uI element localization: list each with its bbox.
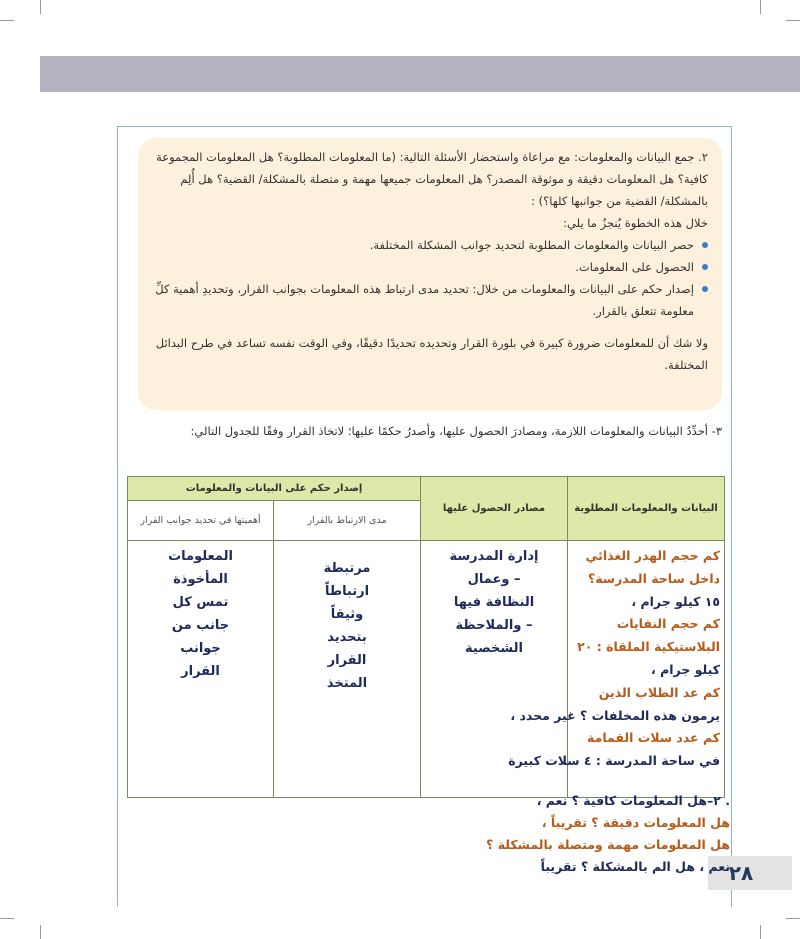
answer-line: في ساحة المدرسة : ٤ سلات كبيرة — [508, 753, 721, 769]
answer-line: المأخوذة — [173, 572, 228, 587]
answer-line: كم حجم الهدر الغذائي — [585, 548, 721, 563]
answer-line: كم عدد سلات القمامة — [587, 730, 721, 746]
header-relevance: مدى الارتباط بالقرار — [274, 501, 421, 541]
answer-line: القرار — [327, 653, 367, 668]
answer-line: المعلومات — [168, 549, 233, 564]
crop-mark — [0, 918, 14, 919]
answer-line: – وعمال — [467, 572, 521, 587]
answer-line: وثيقاً — [330, 607, 364, 622]
answer-line: – والملاحظة — [455, 618, 533, 633]
decision-table — [127, 476, 725, 798]
answer-line: المتخذ — [326, 676, 368, 691]
step-3-instruction: ٣- أحدِّدُ البيانات والمعلومات اللازمة، ومصادرَ الحصول عليها، وأصدرُ حكمًا عليها؛ لاتخاذ القرار وفقًا للجدول التالي: — [190, 424, 722, 438]
cell-relevance — [274, 541, 421, 798]
answer-line: القرار — [181, 664, 220, 679]
crop-mark — [0, 20, 14, 21]
handwritten-overflow-answers — [420, 790, 730, 878]
answer-line: بتحديد — [327, 630, 367, 645]
answer-line: كم عد الطلاب الذين — [598, 684, 721, 700]
header-importance: أهميتها في تحديد جوانب القرار — [128, 501, 274, 541]
crop-mark — [786, 918, 800, 919]
header-sources: مصادر الحصول عليها — [421, 477, 568, 541]
header-band — [40, 56, 800, 92]
answer-line: إدارة المدرسة — [449, 549, 539, 564]
answer-line: هل المعلومات مهمة ومتصلة بالمشكلة ؟ — [486, 837, 730, 852]
callout-closing: ولا شك أن للمعلومات ضرورة كبيرة في بلورة القرار وتحديده تحديدًا دقيقًا، وفي الوقت نفسه تساعد في طرح البدائل المختلفة. — [155, 336, 708, 372]
crop-mark — [40, 925, 41, 939]
crop-mark — [760, 0, 761, 14]
handwritten-required-info — [508, 545, 721, 773]
header-judgment: إصدار حكم على البيانات والمعلومات — [128, 477, 421, 501]
bullet-item: حصر البيانات والمعلومات المطلوبة لتحديد جوانب المشكلة المختلفة. — [152, 234, 694, 256]
answer-line: الشخصية — [465, 641, 523, 656]
bullet-item: الحصول على المعلومات. — [152, 256, 694, 278]
answer-line: ارتباطاً — [324, 584, 370, 599]
callout-lead-in: خلال هذه الخطوة يُنجزُ ما يلي: — [563, 216, 708, 230]
crop-mark — [786, 20, 800, 21]
bullet-item: إصدار حكم على البيانات والمعلومات من خلال: تحديد مدى ارتباط هذه المعلومات بجوانب القرار، وتحديدِ أهمية كلِّ معلومة تتعلق بالقرار. — [152, 278, 694, 322]
answer-line: كم حجم النفايات — [616, 616, 721, 632]
answer-line: كيلو جرام ، — [651, 661, 721, 677]
answer-line: تمس كل — [172, 595, 229, 610]
answer-line: هل المعلومات دقيقة ؟ تقريباً ، — [541, 815, 730, 830]
header-required-info: البيانات والمعلومات المطلوبة — [568, 477, 725, 541]
cell-required-info — [508, 541, 725, 798]
answer-line: البلاستيكية الملقاة : ٢٠ — [577, 639, 721, 655]
step-2-callout — [138, 138, 722, 410]
answer-line: ١٥ كيلو جرام ، — [631, 593, 721, 609]
handwritten-importance — [132, 545, 269, 683]
callout-paragraph: ٢. جمع البيانات والمعلومات: مع مراعاة واستحضار الأسئلة التالية: (ما المعلومات المطلوبة؟ هل المعلومات المجموعة كافية؟ هل المعلومات دقيقة و موثوقة المصدر؟ هل المعلومات جميعها مهمة و متصلة بالمشكلة/ القضية؟ هل أُلِم بالمشكلة/ القضية من جوانبها كلها؟) : — [156, 150, 708, 208]
callout-bullet-list — [152, 234, 708, 322]
answer-line: جانب من — [171, 618, 230, 633]
handwritten-sources — [425, 545, 563, 660]
answer-line: نعم ، هل الم بالمشكلة ؟ تقريباً — [540, 859, 730, 874]
answer-line: مرتبطة — [323, 561, 371, 576]
answer-line: يرمون هذه المخلفات ؟ غير محدد ، — [510, 707, 721, 723]
answer-line: جوانب — [180, 641, 221, 656]
answer-line: داخل ساحة المدرسة؟ — [587, 570, 721, 586]
answer-line: النظافة فيها — [453, 595, 535, 610]
crop-mark — [760, 925, 761, 939]
page-number: ٢٨ — [728, 861, 754, 885]
handwritten-relevance — [278, 545, 416, 695]
cell-importance — [128, 541, 274, 798]
crop-mark — [40, 0, 41, 14]
answer-line: . ٢–هل المعلومات كافية ؟ نعم ، — [536, 793, 730, 808]
